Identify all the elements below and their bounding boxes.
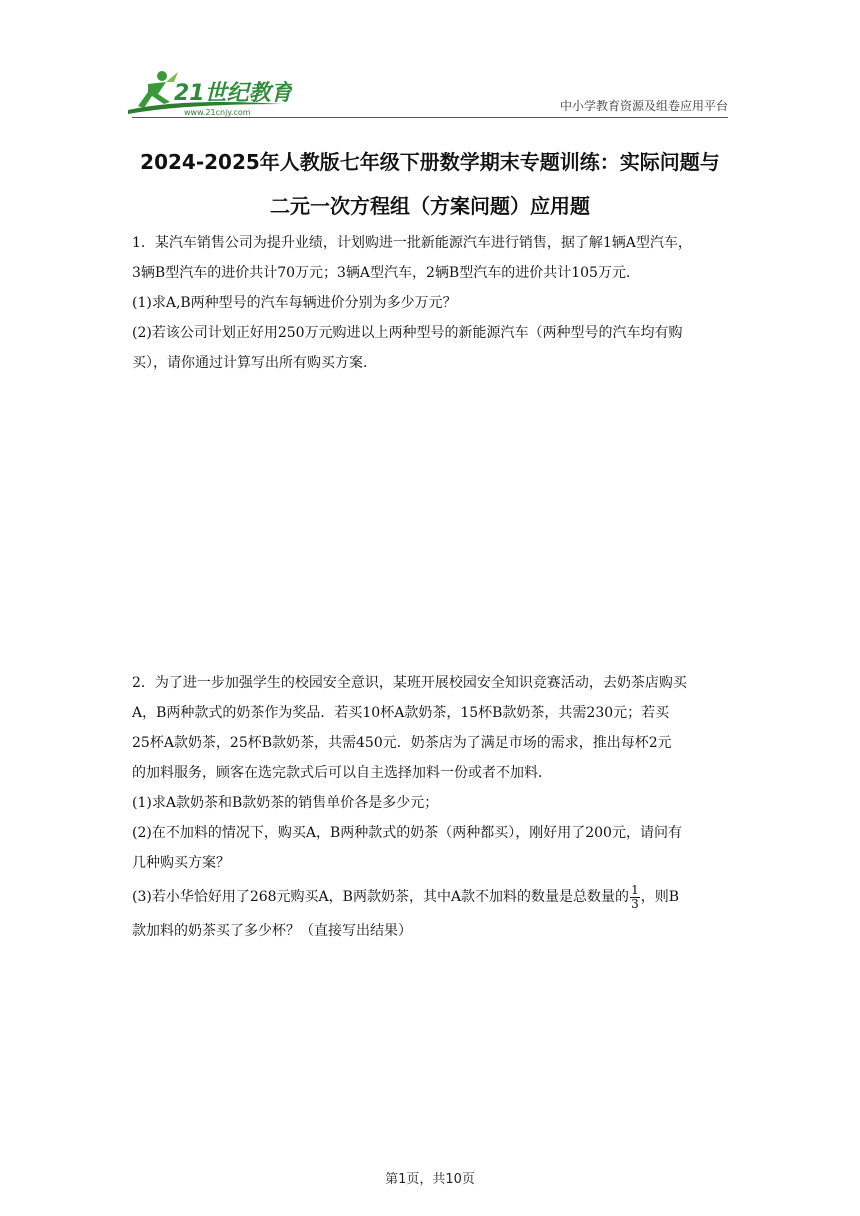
question-2-part-1: (1)求A款奶茶和B款奶茶的销售单价各是多少元； bbox=[132, 795, 439, 811]
svg-text:www.21cnjy.com: www.21cnjy.com bbox=[184, 108, 251, 117]
question-2 bbox=[132, 668, 732, 946]
question-1-part-2-cont: 买），请你通过计算写出所有购买方案． bbox=[132, 355, 377, 371]
question-1 bbox=[132, 228, 732, 378]
question-2-line: A，B两种款式的奶茶作为奖品．若买10杯A款奶茶，15杯B款奶茶，共需230元；若买 bbox=[132, 705, 670, 721]
question-2-line: 2．为了进一步加强学生的校园安全意识，某班开展校园安全知识竞赛活动，去奶茶店购买 bbox=[132, 675, 687, 691]
fraction-one-third bbox=[630, 884, 640, 911]
question-2-part-3-tail: ，则B bbox=[640, 889, 679, 905]
site-logo bbox=[122, 68, 292, 118]
question-2-part-2: (2)在不加料的情况下，购买A，B两种款式的奶茶（两种都买），刚好用了200元，请问有 bbox=[132, 825, 682, 841]
question-2-line: 的加料服务，顾客在选完款式后可以自主选择加料一份或者不加料． bbox=[132, 765, 552, 781]
question-2-part-3-cont: 款加料的奶茶买了多少杯？（直接写出结果） bbox=[132, 923, 412, 939]
runner-logo-icon bbox=[122, 68, 292, 118]
page-title-line-1: 2024-2025年人教版七年级下册数学期末专题训练：实际问题与 bbox=[140, 150, 720, 174]
question-2-line: 25杯A款奶茶，25杯B款奶茶，共需450元．奶茶店为了满足市场的需求，推出每杯2元 bbox=[132, 735, 672, 751]
question-1-line: 1．某汽车销售公司为提升业绩，计划购进一批新能源汽车进行销售，据了解1辆A型汽车， bbox=[132, 235, 692, 251]
question-1-line: 3辆B型汽车的进价共计70万元；3辆A型汽车，2辆B型汽车的进价共计105万元． bbox=[132, 265, 640, 281]
fraction-numerator: 1 bbox=[631, 882, 639, 897]
svg-text:21世纪教育: 21世纪教育 bbox=[174, 81, 292, 106]
question-2-part-3 bbox=[132, 878, 732, 916]
question-1-part-1: (1)求A,B两种型号的汽车每辆进价分别为多少万元？ bbox=[132, 295, 457, 311]
page-number: 第1页，共10页 bbox=[385, 1172, 475, 1187]
platform-tagline: 中小学教育资源及组卷应用平台 bbox=[559, 99, 728, 113]
fraction-denominator: 3 bbox=[631, 896, 639, 911]
page-title-line-2: 二元一次方程组（方案问题）应用题 bbox=[270, 194, 590, 218]
header-divider bbox=[132, 117, 728, 118]
question-2-part-3-text: (3)若小华恰好用了268元购买A，B两款奶茶，其中A款不加料的数量是总数量的 bbox=[132, 889, 630, 905]
question-2-part-2-cont: 几种购买方案？ bbox=[132, 855, 230, 871]
question-1-part-2: (2)若该公司计划正好用250万元购进以上两种型号的新能源汽车（两种型号的汽车均有购 bbox=[132, 325, 683, 341]
